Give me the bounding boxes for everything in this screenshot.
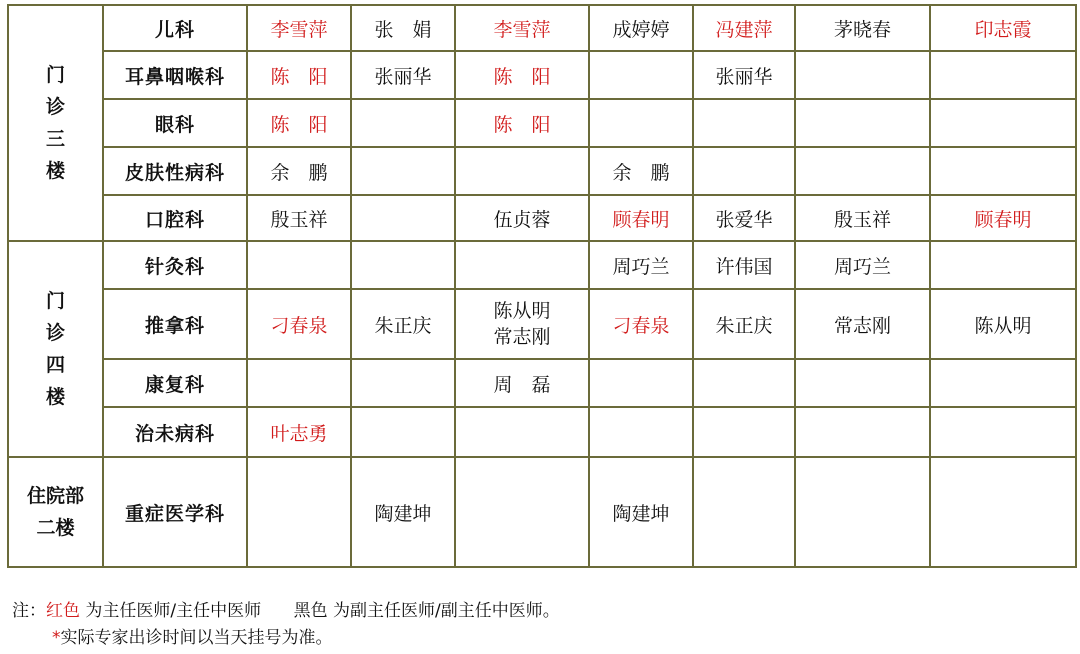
doctor-name: 陶建坤 xyxy=(612,502,670,525)
doctor-name: 常志刚 xyxy=(833,314,891,337)
schedule-cell xyxy=(247,359,351,407)
schedule-cell xyxy=(795,407,930,457)
doctor-name: 叶志勇 xyxy=(270,422,328,445)
doctor-name: 陈 阳 xyxy=(270,113,328,136)
doctor-name: 张 娟 xyxy=(374,18,432,41)
doctor-name: 陈 阳 xyxy=(493,113,551,136)
schedule-cell xyxy=(247,289,351,359)
schedule-cell xyxy=(351,51,455,99)
table-row xyxy=(8,51,1076,99)
doctor-name: 伍贞蓉 xyxy=(493,208,551,231)
schedule-cell xyxy=(455,147,589,195)
schedule-cell xyxy=(351,5,455,51)
floor-label xyxy=(8,5,103,241)
expert-schedule-table xyxy=(7,4,1077,568)
schedule-body xyxy=(8,5,1076,567)
floor-label-part: 住院部 xyxy=(26,485,84,507)
floor-label-part: 楼 xyxy=(45,160,65,182)
disclaimer-note xyxy=(52,623,333,648)
schedule-cell xyxy=(930,241,1076,289)
schedule-cell xyxy=(930,359,1076,407)
department-name: 推拿科 xyxy=(103,289,247,359)
schedule-cell xyxy=(455,457,589,567)
department-name: 重症医学科 xyxy=(103,457,247,567)
table-row xyxy=(8,99,1076,147)
doctor-name: 成婷婷 xyxy=(612,18,670,41)
doctor-name: 张爱华 xyxy=(715,208,773,231)
doctor-name: 印志霞 xyxy=(974,18,1032,41)
department-name: 治未病科 xyxy=(103,407,247,457)
schedule-cell xyxy=(930,99,1076,147)
doctor-name: 周巧兰 xyxy=(833,255,891,278)
schedule-cell xyxy=(247,51,351,99)
note-line2: 实际专家出诊时间以当天挂号为准。 xyxy=(60,628,333,648)
floor-label-part: 楼 xyxy=(45,386,65,408)
schedule-cell xyxy=(795,195,930,241)
schedule-cell xyxy=(351,147,455,195)
schedule-cell xyxy=(795,51,930,99)
table-row xyxy=(8,407,1076,457)
doctor-name: 顾春明 xyxy=(612,208,670,231)
schedule-cell xyxy=(795,289,930,359)
schedule-cell xyxy=(589,99,693,147)
schedule-cell xyxy=(693,99,795,147)
doctor-name: 陈从明 xyxy=(974,314,1032,337)
note-red-word: 红色 xyxy=(46,601,80,621)
floor-label-part: 三 xyxy=(45,128,65,150)
schedule-cell xyxy=(693,51,795,99)
table-row xyxy=(8,241,1076,289)
schedule-cell xyxy=(693,195,795,241)
department-name: 皮肤性病科 xyxy=(103,147,247,195)
schedule-cell xyxy=(455,407,589,457)
doctor-name: 余 鹏 xyxy=(270,161,328,184)
table-row xyxy=(8,147,1076,195)
doctor-name: 周巧兰 xyxy=(612,255,670,278)
department-name: 口腔科 xyxy=(103,195,247,241)
note-prefix: 注： xyxy=(12,601,46,621)
doctor-name: 朱正庆 xyxy=(715,314,773,337)
schedule-cell xyxy=(693,407,795,457)
note-asterisk: * xyxy=(52,628,61,648)
schedule-cell xyxy=(455,289,589,359)
schedule-cell xyxy=(589,147,693,195)
doctor-name: 朱正庆 xyxy=(374,314,432,337)
schedule-cell xyxy=(247,195,351,241)
schedule-cell xyxy=(455,359,589,407)
legend-note xyxy=(12,596,560,621)
doctor-name: 殷玉祥 xyxy=(833,208,891,231)
doctor-name: 张丽华 xyxy=(374,65,432,88)
schedule-cell xyxy=(930,5,1076,51)
schedule-cell xyxy=(930,51,1076,99)
schedule-cell xyxy=(455,241,589,289)
note-black-desc: 为副主任医师/副主任中医师。 xyxy=(327,601,560,621)
schedule-cell xyxy=(795,147,930,195)
floor-label-part: 诊 xyxy=(45,322,65,344)
floor-label-part: 诊 xyxy=(45,96,65,118)
doctor-name: 周 磊 xyxy=(493,373,551,396)
table-row xyxy=(8,289,1076,359)
doctor-name: 李雪萍 xyxy=(493,18,551,41)
schedule-cell xyxy=(247,147,351,195)
doctor-name: 冯建萍 xyxy=(715,18,773,41)
schedule-cell xyxy=(930,147,1076,195)
table-row xyxy=(8,5,1076,51)
department-name: 针灸科 xyxy=(103,241,247,289)
floor-label-part: 门 xyxy=(45,64,65,86)
schedule-cell xyxy=(693,359,795,407)
schedule-cell xyxy=(589,407,693,457)
floor-label xyxy=(8,457,103,567)
table-row xyxy=(8,359,1076,407)
schedule-cell xyxy=(693,5,795,51)
schedule-cell xyxy=(589,359,693,407)
schedule-cell xyxy=(930,195,1076,241)
schedule-cell xyxy=(247,5,351,51)
schedule-cell xyxy=(930,289,1076,359)
schedule-cell xyxy=(589,195,693,241)
schedule-cell xyxy=(351,457,455,567)
schedule-cell xyxy=(930,457,1076,567)
schedule-cell xyxy=(247,99,351,147)
schedule-cell xyxy=(589,289,693,359)
doctor-name: 陈 阳 xyxy=(270,65,328,88)
doctor-name: 刁春泉 xyxy=(612,314,670,337)
schedule-cell xyxy=(589,5,693,51)
schedule-cell xyxy=(930,407,1076,457)
schedule-cell xyxy=(589,457,693,567)
floor-label xyxy=(8,241,103,457)
doctor-name: 许伟国 xyxy=(715,255,773,278)
department-name: 儿科 xyxy=(103,5,247,51)
schedule-cell xyxy=(795,5,930,51)
note-red-desc: 为主任医师/主任中医师 xyxy=(80,601,262,621)
doctor-name: 刁春泉 xyxy=(270,314,328,337)
doctor-name: 陈从明 xyxy=(493,300,551,322)
schedule-cell xyxy=(247,407,351,457)
doctor-name: 殷玉祥 xyxy=(270,208,328,231)
doctor-name: 陶建坤 xyxy=(374,502,432,525)
department-name: 眼科 xyxy=(103,99,247,147)
schedule-cell xyxy=(351,99,455,147)
floor-label-part: 门 xyxy=(45,290,65,312)
schedule-cell xyxy=(693,457,795,567)
schedule-cell xyxy=(247,457,351,567)
schedule-cell xyxy=(455,195,589,241)
schedule-cell xyxy=(589,51,693,99)
schedule-cell xyxy=(795,457,930,567)
schedule-cell xyxy=(795,359,930,407)
floor-label-part: 二楼 xyxy=(36,517,75,539)
schedule-cell xyxy=(795,99,930,147)
doctor-name: 李雪萍 xyxy=(270,18,328,41)
note-black-word: 黑色 xyxy=(293,601,328,621)
schedule-cell xyxy=(455,51,589,99)
schedule-cell xyxy=(693,241,795,289)
schedule-cell xyxy=(589,241,693,289)
department-name: 耳鼻咽喉科 xyxy=(103,51,247,99)
schedule-cell xyxy=(693,289,795,359)
table-row xyxy=(8,195,1076,241)
schedule-cell xyxy=(351,359,455,407)
doctor-name: 茅晓春 xyxy=(833,18,891,41)
schedule-cell xyxy=(247,241,351,289)
schedule-cell xyxy=(351,289,455,359)
department-name: 康复科 xyxy=(103,359,247,407)
schedule-cell xyxy=(455,99,589,147)
doctor-name: 顾春明 xyxy=(974,208,1032,231)
schedule-cell xyxy=(795,241,930,289)
doctor-name: 余 鹏 xyxy=(612,161,670,184)
schedule-cell xyxy=(351,407,455,457)
doctor-name: 常志刚 xyxy=(493,326,551,348)
floor-label-part: 四 xyxy=(45,354,65,376)
table-row xyxy=(8,457,1076,567)
schedule-cell xyxy=(351,195,455,241)
schedule-cell xyxy=(351,241,455,289)
schedule-cell xyxy=(693,147,795,195)
schedule-cell xyxy=(455,5,589,51)
doctor-name: 陈 阳 xyxy=(493,65,551,88)
doctor-name: 张丽华 xyxy=(715,65,773,88)
